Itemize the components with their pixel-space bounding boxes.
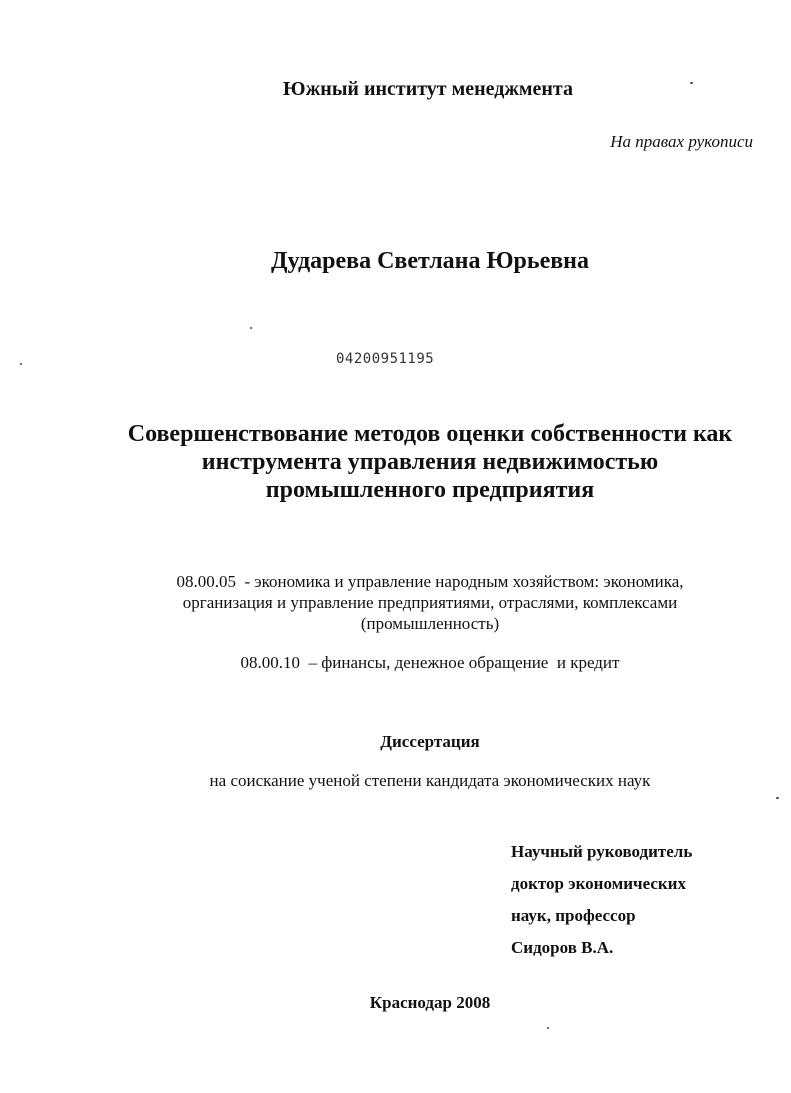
dissertation-title bbox=[40, 420, 791, 504]
author-name: Дударева Светлана Юрьевна bbox=[270, 248, 590, 274]
specialty-line: 08.00.05 - экономика и управление народным хозяйством: экономика, bbox=[176, 572, 684, 591]
specialty-code-1 bbox=[40, 571, 791, 634]
degree-sought: на соискание ученой степени кандидата экономических наук bbox=[209, 771, 651, 790]
scan-speck bbox=[20, 363, 22, 365]
city-and-year: Краснодар 2008 bbox=[369, 993, 491, 1012]
document-type: Диссертация bbox=[380, 732, 480, 751]
scan-speck bbox=[547, 1027, 549, 1029]
scan-speck bbox=[776, 797, 779, 799]
supervisor-line: доктор экономических bbox=[511, 874, 686, 893]
scientific-supervisor bbox=[511, 836, 692, 964]
supervisor-line: наук, профессор bbox=[511, 906, 636, 925]
title-line: Совершенствование методов оценки собственности как bbox=[127, 421, 733, 447]
scan-speck bbox=[250, 327, 252, 329]
supervisor-line: Научный руководитель bbox=[511, 842, 693, 861]
title-line: промышленного предприятия bbox=[265, 477, 595, 503]
title-line: инструмента управления недвижимостью bbox=[201, 449, 659, 475]
library-stamp-number: 04200951195 bbox=[336, 351, 435, 367]
manuscript-note: На правах рукописи bbox=[610, 132, 753, 151]
scan-speck bbox=[690, 82, 693, 84]
specialty-line: организация и управление предприятиями, отраслями, комплексами bbox=[182, 593, 678, 612]
specialty-code-2: 08.00.10 – финансы, денежное обращение и кредит bbox=[240, 653, 620, 672]
specialty-line: (промышленность) bbox=[360, 614, 500, 633]
supervisor-line: Сидоров В.А. bbox=[511, 938, 614, 957]
institute-name: Южный институт менеджмента bbox=[283, 78, 573, 100]
